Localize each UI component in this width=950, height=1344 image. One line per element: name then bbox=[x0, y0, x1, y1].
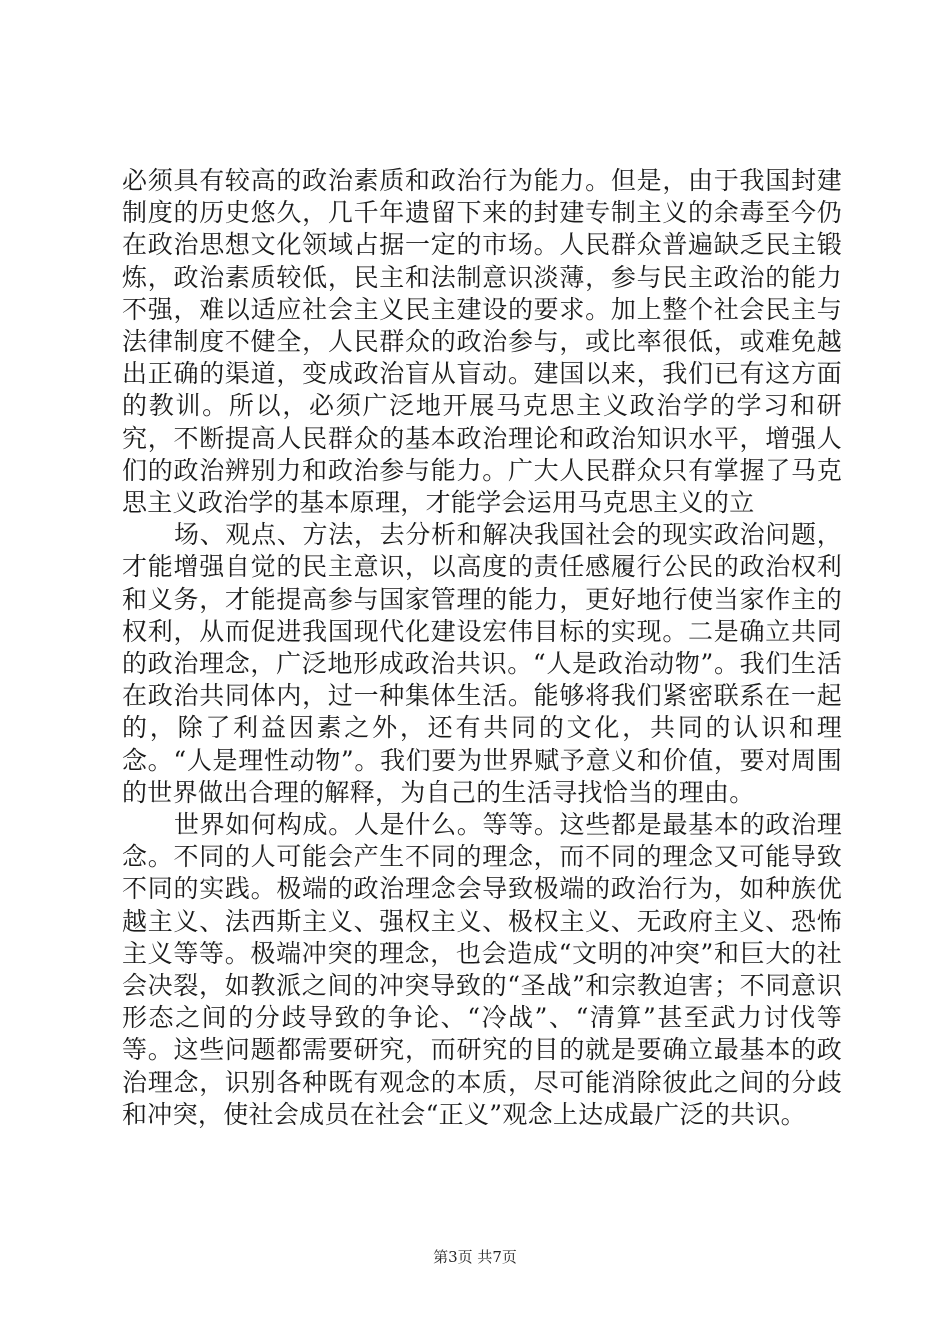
paragraph-2: 场、观点、方法，去分析和解决我国社会的现实政治问题，才能增强自觉的民主意识，以高度的责任感履行公民的政治权利和义务，才能提高参与国家管理的能力，更好地行使当家作主的权利，从而促进我国现代化建设宏伟目标的实现。二是确立共同的政治理念，广泛地形成政治共识。“人是政治动物”。我们生活在政治共同体内，过一种集体生活。能够将我们紧密联系在一起的，除了利益因素之外，还有共同的文化，共同的认识和理念。“人是理性动物”。我们要为世界赋予意义和价值，要对周围的世界做出合理的解释，为自己的生活寻找恰当的理由。 bbox=[122, 520, 842, 807]
paragraph-3: 世界如何构成。人是什么。等等。这些都是最基本的政治理念。不同的人可能会产生不同的理念，而不同的理念又可能导致不同的实践。极端的政治理念会导致极端的政治行为，如种族优越主义、法西斯主义、强权主义、极权主义、无政府主义、恐怖主义等等。极端冲突的理念，也会造成“文明的冲突”和巨大的社会决裂，如教派之间的冲突导致的“圣战”和宗教迫害；不同意识形态之间的分歧导致的争论、“冷战”、“清算”甚至武力讨伐等等。这些问题都需要研究，而研究的目的就是要确立最基本的政治理念，识别各种既有观念的本质，尽可能消除彼此之间的分歧和冲突，使社会成员在社会“正义”观念上达成最广泛的共识。 bbox=[122, 810, 842, 1129]
page-footer: 第3页 共7页 bbox=[433, 1248, 517, 1266]
paragraph-1: 必须具有较高的政治素质和政治行为能力。但是，由于我国封建制度的历史悠久，几千年遗留下来的封建专制主义的余毒至今仍在政治思想文化领域占据一定的市场。人民群众普遍缺乏民主锻炼，政治素质较低，民主和法制意识淡薄，参与民主政治的能力不强，难以适应社会主义民主建设的要求。加上整个社会民主与法律制度不健全，人民群众的政治参与，或比率很低，或难免越出正确的渠道，变成政治盲从盲动。建国以来，我们已有这方面的教训。所以，必须广泛地开展马克思主义政治学的学习和研究，不断提高人民群众的基本政治理论和政治知识水平，增强人们的政治辨别力和政治参与能力。广大人民群众只有掌握了马克思主义政治学的基本原理，才能学会运用马克思主义的立 bbox=[122, 166, 842, 518]
body-text bbox=[122, 165, 842, 1131]
